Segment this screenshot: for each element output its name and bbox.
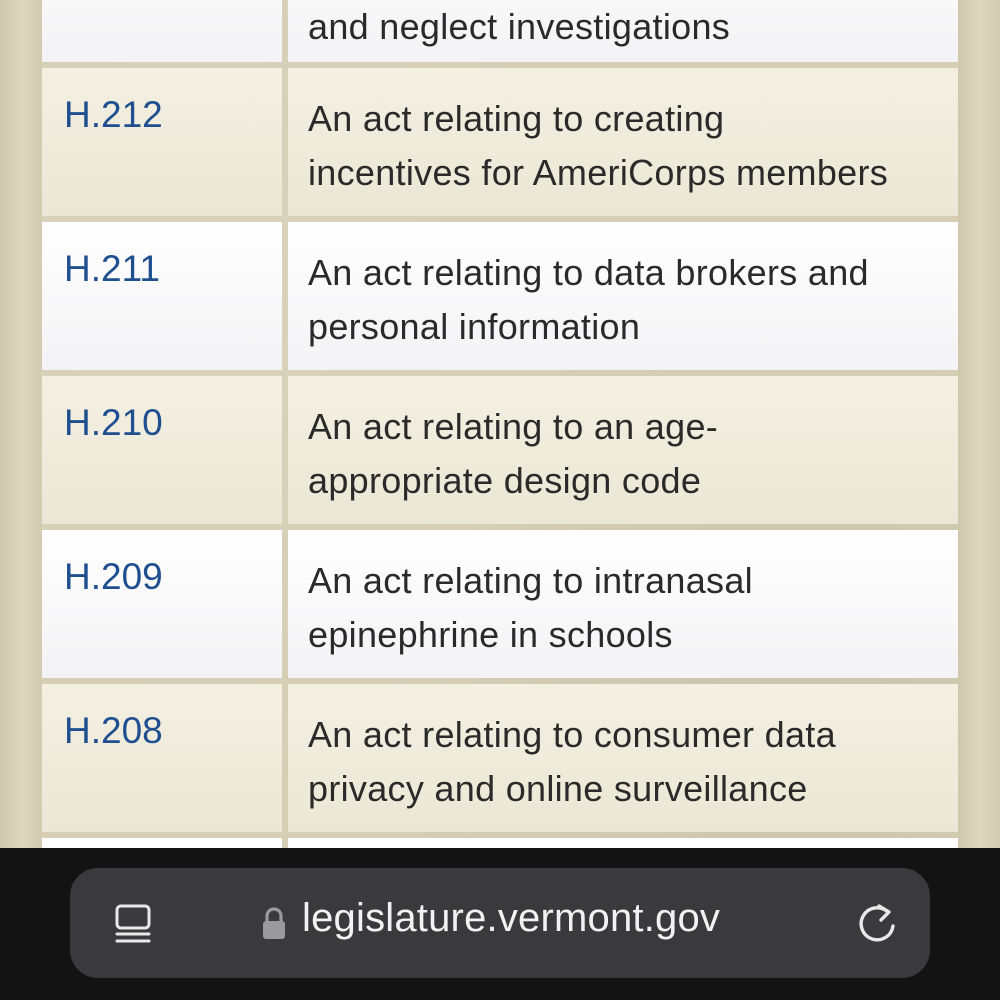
bill-number-cell bbox=[42, 68, 282, 216]
bill-description-cell bbox=[288, 530, 958, 678]
bill-number-link[interactable]: H.212 bbox=[64, 94, 163, 135]
bill-description-cell bbox=[288, 838, 958, 848]
table-row bbox=[42, 222, 958, 376]
table-row bbox=[42, 684, 958, 838]
bill-description-cell bbox=[288, 376, 958, 524]
bill-description: An act relating to intranasal epinephrine in schools bbox=[308, 560, 753, 655]
bill-description-cell bbox=[288, 68, 958, 216]
bill-description: An act relating to an age- appropriate design code bbox=[308, 406, 719, 501]
bill-number-cell bbox=[42, 222, 282, 370]
bill-description-cell bbox=[288, 222, 958, 370]
browser-bottom-bar bbox=[0, 848, 1000, 1000]
address-bar[interactable] bbox=[70, 868, 930, 978]
bill-number-link[interactable]: H.211 bbox=[64, 248, 160, 289]
bill-number-link[interactable]: H.210 bbox=[64, 402, 163, 443]
bill-number-cell bbox=[42, 684, 282, 832]
tabs-icon[interactable] bbox=[112, 903, 154, 945]
table-row bbox=[42, 530, 958, 684]
bill-description-cell bbox=[288, 0, 958, 62]
page-left-margin bbox=[0, 0, 42, 848]
bill-number-cell bbox=[42, 838, 282, 848]
bill-description: An act relating to data brokers and personal information bbox=[308, 252, 869, 347]
bill-number-link[interactable]: H.209 bbox=[64, 556, 163, 597]
url-text[interactable]: legislature.vermont.gov bbox=[302, 896, 721, 940]
table-row bbox=[42, 68, 958, 222]
bill-description: An act relating to creating incentives for AmeriCorps members bbox=[308, 98, 889, 193]
bill-description-cell bbox=[288, 684, 958, 832]
table-row bbox=[42, 0, 958, 68]
bill-number-link[interactable]: H.208 bbox=[64, 710, 163, 751]
table-row bbox=[42, 376, 958, 530]
page-right-margin bbox=[958, 0, 1000, 848]
bill-description: and neglect investigations bbox=[308, 6, 731, 47]
reload-icon[interactable] bbox=[855, 900, 899, 946]
table-row bbox=[42, 838, 958, 848]
bills-table bbox=[42, 0, 958, 848]
lock-icon bbox=[262, 906, 286, 940]
bill-number-cell bbox=[42, 376, 282, 524]
bill-description: An act relating to consumer data privacy and online surveillance bbox=[308, 714, 836, 809]
bill-number-cell bbox=[42, 0, 282, 62]
bill-number-cell bbox=[42, 530, 282, 678]
